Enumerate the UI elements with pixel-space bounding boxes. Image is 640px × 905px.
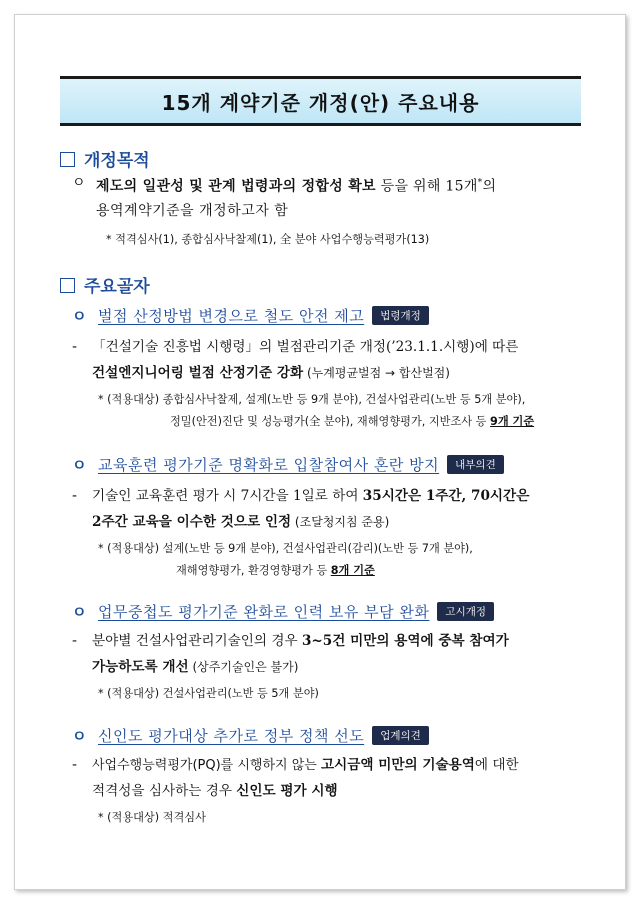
bullet-mark: ㅇ [72, 175, 86, 191]
tag-badge: 업계의견 [372, 726, 429, 745]
item-2-note-1: * (적용대상) 설계(노반 등 9개 분야), 건설사업관리(감리)(노반 등 7개 분야), [98, 542, 473, 555]
item-1-para-1: 「건설기술 진흥법 시행령」의 벌점관리기준 개정(’23.1.1.시행)에 따른 [92, 339, 519, 355]
section-main-heading: 주요골자 [60, 272, 150, 297]
item-3-para-1: 분야별 건설사업관리기술인의 경우 3~5건 미만의 용역에 중복 참여가 [92, 633, 509, 649]
item-3-note-1: * (적용대상) 건설사업관리(노반 등 5개 분야) [98, 687, 319, 700]
item-4-note-1: * (적용대상) 적격심사 [98, 811, 206, 824]
dash-mark: - [72, 633, 78, 649]
title-banner [60, 76, 581, 126]
tag-badge: 내부의견 [447, 455, 504, 474]
dash-mark: - [72, 339, 78, 355]
tag-badge: 법령개정 [372, 306, 429, 325]
checkbox-square-icon [60, 152, 75, 167]
item-1-para-2: 건설엔지니어링 벌점 산정기준 강화 (누계평균벌점 → 합산벌점) [92, 365, 450, 381]
section-purpose-heading: 개정목적 [60, 146, 150, 171]
item-3-heading: ㅇ 업무중첩도 평가기준 완화로 인력 보유 부담 완화 고시개정 [72, 601, 494, 622]
item-2-para-1: 기술인 교육훈련 평가 시 7시간을 1일로 하여 35시간은 1주간, 70시간은 [92, 488, 530, 504]
item-1-note-2: 정밀(안전)진단 및 성능평가(全 분야), 재해영향평가, 지반조사 등 9개 기준 [170, 415, 535, 428]
checkbox-square-icon [60, 278, 75, 293]
item-1-heading: ㅇ 벌점 산정방법 변경으로 철도 안전 제고 법령개정 [72, 305, 429, 326]
item-2-note-2: 재해영향평가, 환경영향평가 등 8개 기준 [176, 564, 375, 577]
item-4-para-2: 적격성을 심사하는 경우 신인도 평가 시행 [92, 783, 338, 799]
item-4-heading: ㅇ 신인도 평가대상 추가로 정부 정책 선도 업계의견 [72, 725, 429, 746]
item-2-heading: ㅇ 교육훈련 평가기준 명확화로 입찰참여사 혼란 방지 내부의견 [72, 454, 504, 475]
dash-mark: - [72, 488, 78, 504]
purpose-line-1: 제도의 일관성 및 관계 법령과의 정합성 확보 등을 위해 15개*의 [96, 178, 497, 195]
dash-mark: - [72, 757, 78, 773]
purpose-line-2: 용역계약기준을 개정하고자 함 [96, 203, 289, 219]
item-1-note-1: * (적용대상) 종합심사낙찰제, 설계(노반 등 9개 분야), 건설사업관리(노반 등 5개 분야), [98, 393, 526, 406]
item-2-para-2: 2주간 교육을 이수한 것으로 인정 (조달청지침 준용) [92, 514, 390, 530]
page-title: 15개 계약기준 개정(안) 주요내용 [161, 90, 480, 115]
item-4-para-1: 사업수행능력평가(PQ)를 시행하지 않는 고시금액 미만의 기술용역에 대한 [92, 757, 519, 773]
item-3-para-2: 가능하도록 개선 (상주기술인은 불가) [92, 659, 299, 675]
purpose-note: * 적격심사(1), 종합심사낙찰제(1), 全 분야 사업수행능력평가(13) [106, 233, 430, 246]
tag-badge: 고시개정 [437, 602, 494, 621]
